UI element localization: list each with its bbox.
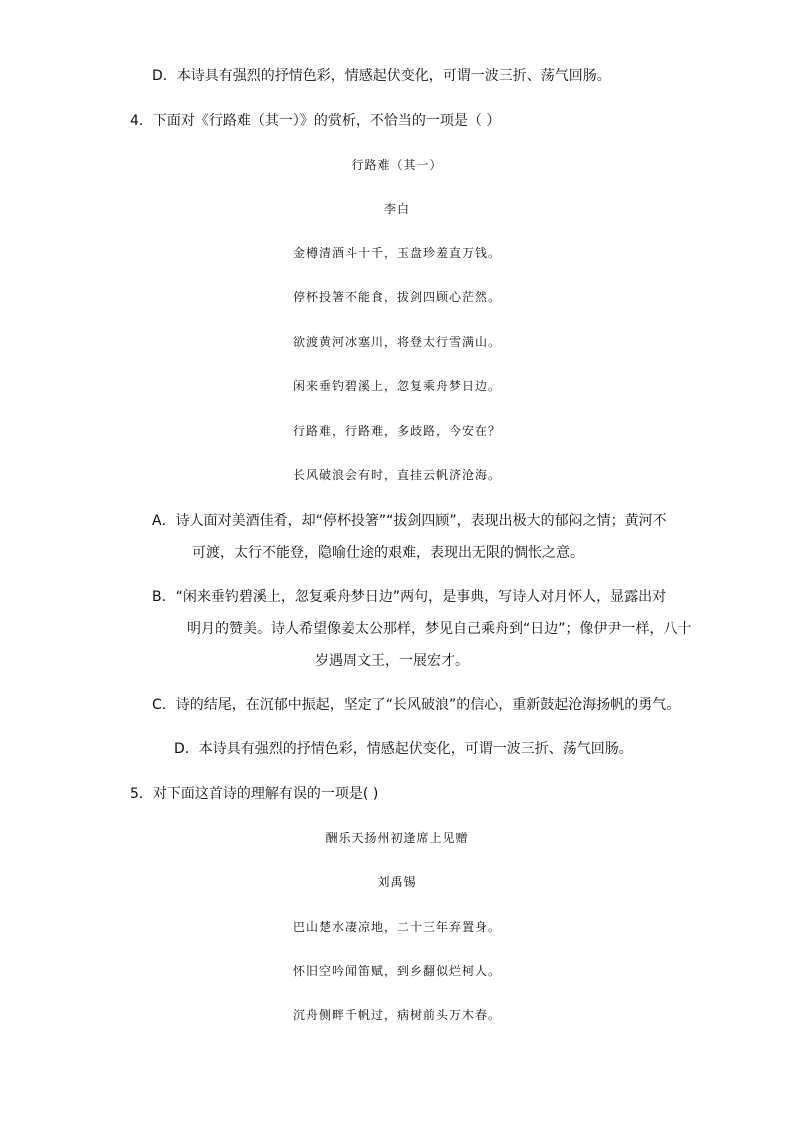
q4-option-b-line-1: B．“闲来垂钓碧溪上，忽复乘舟梦日边”两句，是事典，写诗人对月怀人，显露出对: [152, 589, 667, 605]
poem-1-line-5: 行路难，行路难，多歧路，今安在？: [292, 424, 501, 438]
poem-1-line-6: 长风破浪会有时，直挂云帆济沧海。: [292, 468, 501, 482]
poem-2-line-1: 巴山楚水凄凉地，二十三年弃置身。: [292, 920, 501, 934]
q4-option-a-line-1: A．诗人面对美酒佳肴，却“停杯投箸”“拔剑四顾”，表现出极大的郁闷之情；黄河不: [152, 513, 667, 529]
question-5-stem: 5．对下面这首诗的理解有误的一项是( ): [130, 786, 379, 802]
poem-1-line-1: 金樽清酒斗十千，玉盘珍羞直万钱。: [292, 246, 501, 260]
poem-2-line-2: 怀旧空吟闻笛赋，到乡翻似烂柯人。: [292, 964, 501, 978]
poem-2-title: 酬乐天扬州初逢席上见赠: [325, 831, 469, 845]
question-4-stem: 4．下面对《行路难（其一）》的赏析，不恰当的一项是（ ）: [130, 113, 501, 129]
q4-option-c: C．诗的结尾，在沉郁中振起，坚定了“长风破浪”的信心，重新鼓起沧海扬帆的勇气。: [152, 697, 681, 713]
q4-option-d: D．本诗具有强烈的抒情色彩，情感起伏变化，可谓一波三折、荡气回肠。: [174, 741, 633, 757]
poem-1-line-2: 停杯投箸不能食，拔剑四顾心茫然。: [292, 290, 501, 304]
q3-option-d: D．本诗具有强烈的抒情色彩，情感起伏变化，可谓一波三折、荡气回肠。: [152, 68, 611, 84]
poem-2-author: 刘禹锡: [377, 875, 417, 889]
poem-1-line-3: 欲渡黄河冰塞川，将登太行雪满山。: [292, 335, 501, 349]
poem-2-line-3: 沉舟侧畔千帆过，病树前头万木春。: [292, 1008, 501, 1022]
poem-1-title: 行路难（其一）: [351, 158, 443, 172]
poem-1-line-4: 闲来垂钓碧溪上，忽复乘舟梦日边。: [292, 379, 501, 393]
poem-1-author: 李白: [383, 202, 410, 216]
q4-option-b-line-2: 明月的赞美。诗人希望像姜太公那样，梦见自己乘舟到“日边”；像伊尹一样，八十: [187, 621, 692, 637]
q4-option-a-line-2: 可渡，太行不能登，隐喻仕途的艰难，表现出无限的惆怅之意。: [192, 545, 584, 561]
q4-option-b-line-3: 岁遇周文王，一展宏才。: [315, 653, 469, 669]
